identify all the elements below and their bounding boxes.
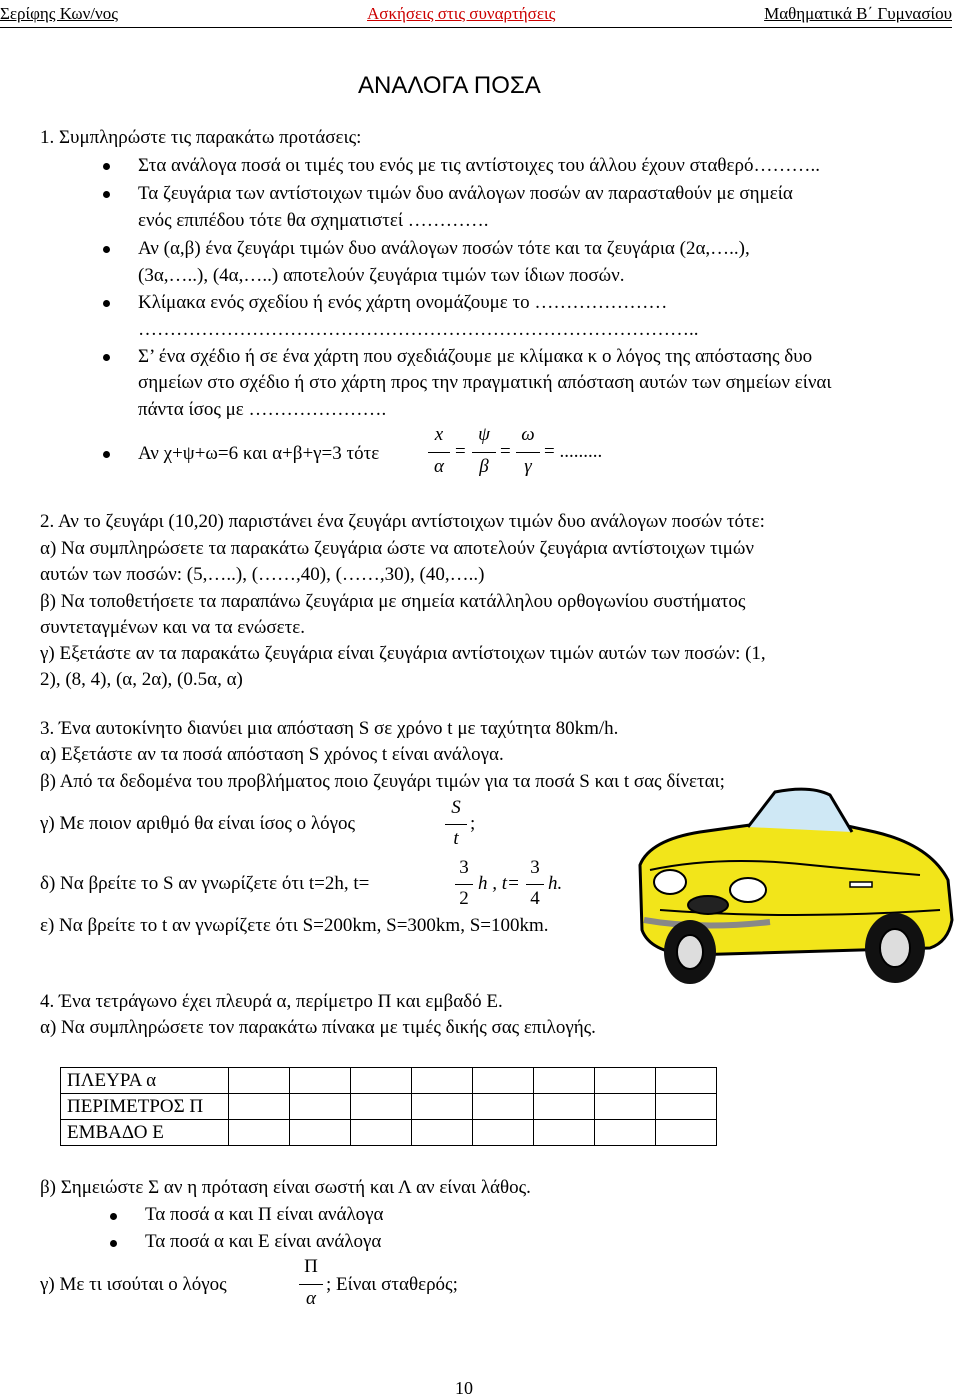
- frac-num: Π: [304, 1256, 318, 1277]
- ex4-line-3: β) Σημειώστε Σ αν η πρόταση είναι σωστή και Λ αν είναι λάθος.: [40, 1177, 531, 1198]
- header-author: Σερίφης Κων/νος: [0, 4, 118, 23]
- frac-bar: [526, 884, 544, 885]
- frac-num: ω: [521, 424, 535, 445]
- ex2-line-7: 2), (8, 4), (α, 2α), (0.5α, α): [40, 669, 243, 690]
- page-number: 10: [455, 1378, 473, 1398]
- frac-den: α: [306, 1288, 316, 1309]
- frac-num: ψ: [478, 424, 490, 445]
- bullet: [110, 1213, 117, 1220]
- empty-cell[interactable]: [412, 1094, 473, 1120]
- ex3-line-6: ε) Να βρείτε το t αν γνωρίζετε ότι S=200km, S=300km, S=100km.: [40, 915, 549, 936]
- equals-sign: =: [455, 441, 466, 462]
- empty-cell[interactable]: [351, 1068, 412, 1094]
- values-table: [60, 1067, 717, 1146]
- ex1-item-5c: πάντα ίσος με ………………….: [138, 399, 387, 420]
- frac-bar: [445, 824, 467, 825]
- ex1-item-3b: (3α,…..), (4α,…..) αποτελούν ζευγάρια τιμών των ίδιων ποσών.: [138, 265, 625, 286]
- row-label: ΠΛΕΥΡΑ α: [61, 1068, 229, 1094]
- frac-den: 4: [530, 888, 540, 909]
- frac-den: 2: [459, 888, 469, 909]
- bullet: [103, 354, 110, 361]
- frac-bar: [299, 1284, 323, 1285]
- bullet: [103, 246, 110, 253]
- empty-cell[interactable]: [351, 1120, 412, 1146]
- empty-cell[interactable]: [290, 1068, 351, 1094]
- empty-cell[interactable]: [473, 1094, 534, 1120]
- ex3-line-5-tail: h.: [548, 873, 563, 894]
- ex2-line-3: αυτών των ποσών: (5,…..), (……,40), (……,30), (40,…..): [40, 564, 485, 585]
- empty-cell[interactable]: [412, 1068, 473, 1094]
- empty-cell[interactable]: [473, 1068, 534, 1094]
- empty-cell[interactable]: [412, 1120, 473, 1146]
- equals-sign: =: [500, 441, 511, 462]
- empty-cell[interactable]: [290, 1120, 351, 1146]
- ex1-item-4a: Κλίμακα ενός σχεδίου ή ενός χάρτη ονομάζουμε το …………………: [138, 292, 668, 313]
- car-illustration: [630, 770, 955, 992]
- ex1-item-4b: ……………………………………………………………………………..: [138, 319, 699, 340]
- empty-cell[interactable]: [656, 1120, 717, 1146]
- ex4-line-4: γ) Με τι ισούται ο λόγος: [40, 1274, 227, 1295]
- ex3-line-1: 3. Ένα αυτοκίνητο διανύει μια απόσταση S σε χρόνο t με ταχύτητα 80km/h.: [40, 718, 619, 739]
- ex1-item-5a: Σ’ ένα σχέδιο ή σε ένα χάρτη που σχεδιάζουμε με κλίμακα κ ο λόγος της απόστασης δυο: [138, 346, 813, 367]
- ex2-line-5: συντεταγμένων και να τα ενώσετε.: [40, 617, 305, 638]
- empty-cell[interactable]: [595, 1068, 656, 1094]
- row-label: ΠΕΡΙΜΕΤΡΟΣ Π: [61, 1094, 229, 1120]
- ex1-item-6: Αν χ+ψ+ω=6 και α+β+γ=3 τότε: [138, 443, 380, 464]
- empty-cell[interactable]: [229, 1094, 290, 1120]
- frac-num: 3: [530, 857, 540, 878]
- empty-cell[interactable]: [351, 1094, 412, 1120]
- table-row: [61, 1094, 717, 1120]
- ex1-item-5b: σημείων στο σχέδιο ή στο χάρτη προς την πραγματική απόσταση αυτών των σημείων είναι: [138, 372, 832, 393]
- header-divider: [0, 27, 952, 28]
- page-title: ΑΝΑΛΟΓΑ ΠΟΣΑ: [358, 72, 541, 99]
- row-label: ΕΜΒΑΔΟ Ε: [61, 1120, 229, 1146]
- empty-cell[interactable]: [229, 1120, 290, 1146]
- ex2-line-1: 2. Αν το ζευγάρι (10,20) παριστάνει ένα ζευγάρι αντίστοιχων τιμών δυο ανάλογων ποσών τότε:: [40, 511, 765, 532]
- bullet: [103, 163, 110, 170]
- ex3-line-3: β) Από τα δεδομένα του προβλήματος ποιο ζευγάρι τιμών για τα ποσά S και t σας δίνεται;: [40, 771, 725, 792]
- ex4-statement-1: Τα ποσά α και Π είναι ανάλογα: [145, 1204, 384, 1225]
- empty-cell[interactable]: [534, 1068, 595, 1094]
- frac-bar: [516, 452, 540, 453]
- frac-den: γ: [524, 456, 532, 477]
- header-course: Μαθηματικά Β΄ Γυμνασίου: [764, 4, 952, 23]
- empty-cell[interactable]: [656, 1094, 717, 1120]
- empty-cell[interactable]: [534, 1094, 595, 1120]
- bullet: [103, 300, 110, 307]
- ex2-line-6: γ) Εξετάστε αν τα παρακάτω ζευγάρια είναι ζευγάρια αντίστοιχων τιμών αυτών των ποσών: (1,: [40, 643, 766, 664]
- ex1-lead: 1. Συμπληρώστε τις παρακάτω προτάσεις:: [40, 127, 362, 148]
- bullet: [103, 191, 110, 198]
- header-topic: Ασκήσεις στις συναρτήσεις: [367, 4, 556, 23]
- empty-cell[interactable]: [473, 1120, 534, 1146]
- frac-num: S: [451, 797, 461, 818]
- ex1-item-2b: ενός επιπέδου τότε θα σχηματιστεί ………….: [138, 210, 489, 231]
- frac-den: β: [479, 456, 489, 477]
- empty-cell[interactable]: [534, 1120, 595, 1146]
- frac-num: 3: [459, 857, 469, 878]
- ex1-item-2a: Τα ζευγάρια των αντίστοιχων τιμών δυο ανάλογων ποσών αν παρασταθούν με σημεία: [138, 183, 793, 204]
- frac-num: x: [434, 424, 444, 445]
- empty-cell[interactable]: [290, 1094, 351, 1120]
- ex1-item-3a: Αν (α,β) ένα ζευγάρι τιμών δυο ανάλογων ποσών τότε και τα ζευγάρια (2α,…..),: [138, 238, 750, 259]
- ex4-line-2: α) Να συμπληρώσετε τον παρακάτω πίνακα με τιμές δικής σας επιλογής.: [40, 1017, 596, 1038]
- frac-bar: [428, 452, 450, 453]
- ex2-line-4: β) Να τοποθετήσετε τα παραπάνω ζευγάρια με σημεία κατάλληλου ορθογωνίου συστήματος: [40, 591, 746, 612]
- empty-cell[interactable]: [595, 1094, 656, 1120]
- ex4-line-4-tail: ; Είναι σταθερός;: [326, 1274, 458, 1295]
- ex4-statement-2: Τα ποσά α και Ε είναι ανάλογα: [145, 1231, 382, 1252]
- ex3-line-4-tail: ;: [470, 813, 476, 834]
- frac-den: α: [434, 456, 444, 477]
- ex4-line-1: 4. Ένα τετράγωνο έχει πλευρά α, περίμετρο Π και εμβαδό Ε.: [40, 991, 503, 1012]
- empty-cell[interactable]: [595, 1120, 656, 1146]
- ex1-item-1: Στα ανάλογα ποσά οι τιμές του ενός με τις αντίστοιχες του άλλου έχουν σταθερό………..: [138, 155, 820, 176]
- table-row: [61, 1120, 717, 1146]
- ex3-line-2: α) Εξετάστε αν τα ποσά απόσταση S χρόνος t είναι ανάλογα.: [40, 744, 504, 765]
- bullet: [103, 451, 110, 458]
- ex1-item-6-tail: = .........: [544, 441, 603, 462]
- frac-bar: [455, 884, 473, 885]
- empty-cell[interactable]: [229, 1068, 290, 1094]
- ex3-line-5: δ) Να βρείτε το S αν γνωρίζετε ότι t=2h, t=: [40, 873, 370, 894]
- bullet: [110, 1240, 117, 1247]
- frac-bar: [472, 452, 496, 453]
- ex3-line-4: γ) Με ποιον αριθμό θα είναι ίσος ο λόγος: [40, 813, 356, 834]
- ex3-line-5-mid: h , t=: [478, 873, 520, 894]
- ex2-line-2: α) Να συμπληρώσετε τα παρακάτω ζευγάρια ώστε να αποτελούν ζευγάρια αντίστοιχων τιμών: [40, 538, 755, 559]
- frac-den: t: [453, 828, 459, 849]
- table-row: [61, 1068, 717, 1094]
- empty-cell[interactable]: [656, 1068, 717, 1094]
